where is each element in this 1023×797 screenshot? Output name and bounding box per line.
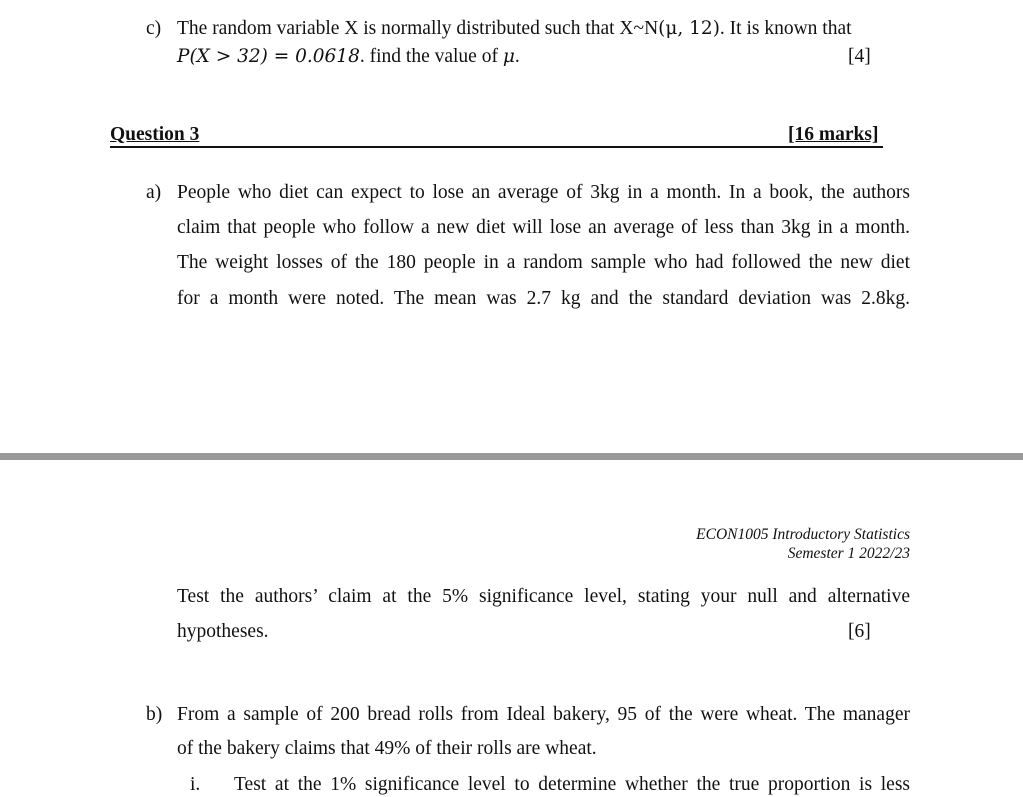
part-c-line-1 (177, 17, 852, 41)
part-a-cont-line-2: hypotheses. (177, 621, 269, 642)
part-a-label: a) (146, 182, 162, 203)
part-b-sub-i-label: i. (190, 774, 201, 795)
part-c-line-2-tail: . find the value of (359, 46, 503, 67)
part-c-distribution: (μ, 12) (658, 18, 720, 39)
part-c-marks: [4] (848, 46, 871, 67)
page-separator (0, 453, 1023, 460)
part-a-cont-marks: [6] (848, 621, 871, 642)
part-a-line-1: People who diet can expect to lose an average of 3kg in a month. In a book, the authors (177, 182, 910, 203)
part-c-line-2-end: . (514, 46, 520, 67)
part-a-line-2: claim that people who follow a new diet will lose an average of less than 3kg in a month. (177, 217, 910, 238)
part-a-line-3: The weight losses of the 180 people in a random sample who had followed the new diet (177, 252, 910, 273)
part-c-line-2 (177, 45, 520, 69)
question-3-rule (110, 146, 883, 148)
part-a-cont-line-1: Test the authors’ claim at the 5% significance level, stating your null and alternative (177, 586, 910, 607)
question-3-marks: [16 marks] (788, 124, 879, 145)
part-c-label: c) (146, 18, 162, 39)
part-c-line-1-tail: . It is known that (719, 18, 852, 39)
part-c-line-1-text: The random variable X is normally distributed such that X~N (177, 18, 659, 39)
part-b-line-2: of the bakery claims that 49% of their rolls are wheat. (177, 738, 597, 759)
part-c-mu: μ (502, 46, 515, 67)
page-header-course: ECON1005 Introductory Statistics (696, 526, 910, 543)
question-3-heading: Question 3 (110, 124, 200, 145)
part-b-label: b) (146, 704, 163, 725)
part-c-probability: P(X > 32) = 0.0618 (177, 46, 360, 67)
part-a-line-4: for a month were noted. The mean was 2.7 kg and the standard deviation was 2.8kg. (177, 288, 910, 309)
part-b-line-1: From a sample of 200 bread rolls from Ideal bakery, 95 of the were wheat. The manager (177, 704, 910, 725)
page-header-semester: Semester 1 2022/23 (787, 545, 910, 562)
part-b-sub-i-line-1: Test at the 1% significance level to determine whether the true proportion is less (234, 774, 910, 795)
